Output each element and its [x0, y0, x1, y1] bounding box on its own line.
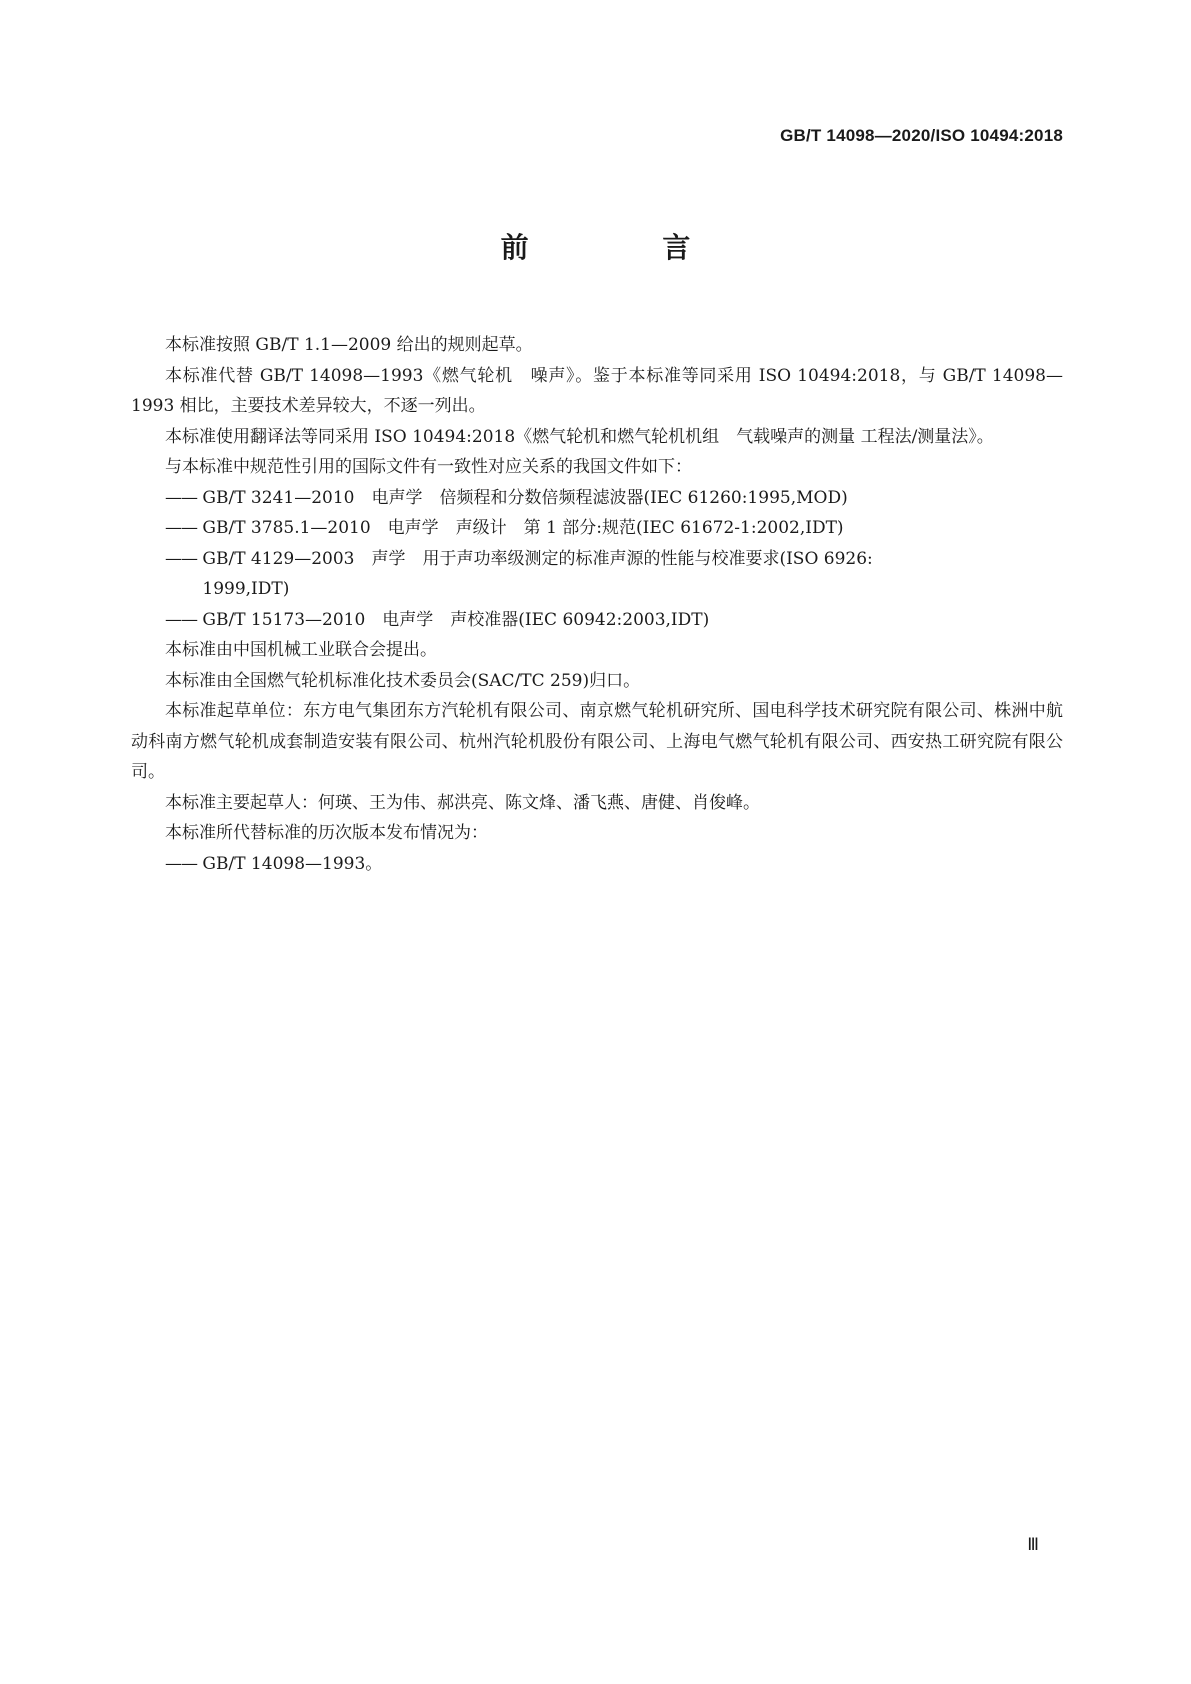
paragraph-history-intro: 本标准所代替标准的历次版本发布情况为：	[165, 823, 488, 843]
paragraph-adoption: 本标准使用翻译法等同采用 ISO 10494:2018《燃气轮机和燃气轮机机组 气载噪声的测量 工程法/测量法》。	[165, 426, 994, 447]
page-number: Ⅲ	[1027, 1535, 1039, 1554]
reference-item	[131, 513, 1063, 544]
list-dash: ——	[165, 548, 197, 569]
standard-code-header: GB/T 14098—2020/ISO 10494:2018	[780, 126, 1063, 145]
reference-text: GB/T 3785.1—2010 电声学 声级计 第 1 部分:规范(IEC 61672-1:2002,IDT)	[202, 518, 844, 538]
paragraph-drafting-rules: 本标准按照 GB/T 1.1—2009 给出的规则起草。	[165, 335, 533, 355]
paragraph-committee: 本标准由全国燃气轮机标准化技术委员会(SAC/TC 259)归口。	[165, 670, 641, 691]
history-item	[131, 849, 1063, 880]
list-dash: ——	[165, 518, 197, 538]
list-dash: ——	[165, 487, 197, 508]
paragraph-reference-intro: 与本标准中规范性引用的国际文件有一致性对应关系的我国文件如下：	[165, 457, 692, 477]
reference-item	[131, 544, 1063, 605]
document-body	[131, 330, 1063, 879]
reference-text-continuation: 1999,IDT)	[202, 579, 290, 599]
history-text: GB/T 14098—1993。	[202, 853, 383, 874]
paragraph-drafters: 本标准主要起草人：何瑛、王为伟、郝洪亮、陈文烽、潘飞燕、唐健、肖俊峰。	[165, 792, 760, 813]
paragraph-drafting-units: 本标准起草单位：东方电气集团东方汽轮机有限公司、南京燃气轮机研究所、国电科学技术研究院有限公司、株洲中航动科南方燃气轮机成套制造安装有限公司、杭州汽轮机股份有限公司、上海电气燃气轮机有限公司、西安热工研究院有限公司。	[131, 701, 1063, 782]
reference-item	[131, 483, 1063, 514]
reference-text: GB/T 4129—2003 声学 用于声功率级测定的标准声源的性能与校准要求(ISO 6926:	[202, 548, 873, 569]
reference-text: GB/T 3241—2010 电声学 倍频程和分数倍频程滤波器(IEC 61260:1995,MOD)	[202, 487, 848, 508]
page-title: 前 言	[500, 231, 753, 264]
list-dash: ——	[165, 609, 197, 630]
reference-text: GB/T 15173—2010 电声学 声校准器(IEC 60942:2003,IDT)	[202, 609, 710, 630]
reference-item	[131, 605, 1063, 636]
paragraph-replacement: 本标准代替 GB/T 14098—1993《燃气轮机 噪声》。鉴于本标准等同采用 ISO 10494:2018，与 GB/T 14098—1993 相比，主要技术差异较大，不逐一列出。	[131, 365, 1063, 416]
list-dash: ——	[165, 853, 197, 874]
paragraph-proposer: 本标准由中国机械工业联合会提出。	[165, 640, 437, 660]
